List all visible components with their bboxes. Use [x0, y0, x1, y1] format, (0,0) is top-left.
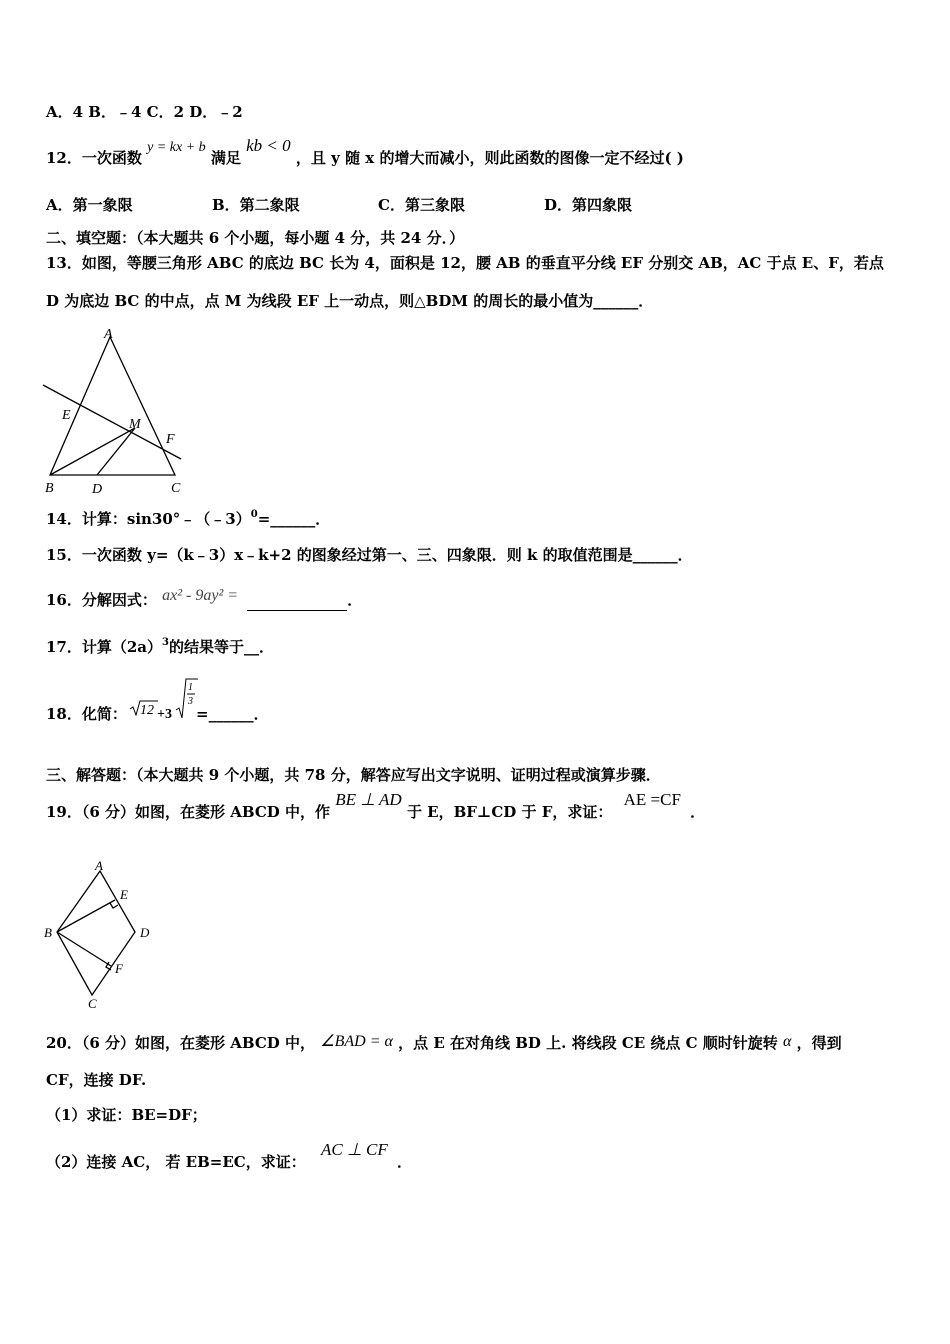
- label-e: E: [120, 887, 128, 902]
- q17-line: [46, 637, 274, 660]
- q19-math1: BE ⊥ AD: [335, 790, 402, 809]
- q20-tail: ，得到: [796, 1034, 842, 1052]
- q12-suffix: ，且 y 随 x 的增大而减小，则此函数的图像一定不经过( ): [295, 149, 684, 167]
- label-c: C: [171, 481, 181, 496]
- q16-expression: ax² - 9ay² =: [162, 587, 239, 604]
- label-m: M: [129, 417, 141, 432]
- q17-tail: 的结果等于__．: [169, 638, 275, 656]
- q16-blank: [247, 590, 347, 611]
- q16-tail: ．: [347, 591, 363, 609]
- q20-prefix: 20．（6 分）如图，在菱形 ABCD 中，: [46, 1034, 316, 1052]
- q11-options: A．4 B．﹣4 C．2 D．﹣2: [46, 103, 243, 121]
- segment-be: [57, 900, 115, 932]
- label-f: F: [115, 961, 123, 976]
- q12-option-b: B．第二象限: [212, 196, 300, 214]
- q20-part2: [46, 1140, 412, 1172]
- label-a: A: [95, 858, 103, 873]
- q16-prefix: 16．分解因式：: [46, 591, 157, 609]
- segment-bf: [57, 932, 111, 966]
- q19-mid: 于 E，BF⊥CD 于 F，求证：: [406, 803, 613, 821]
- q20-alpha: α: [783, 1033, 792, 1050]
- label-f: F: [166, 432, 175, 447]
- label-c: C: [88, 996, 97, 1010]
- q16-line: [46, 587, 363, 611]
- q12-prefix: 12．一次函数: [46, 149, 142, 167]
- q18-tail: =______．: [196, 705, 269, 723]
- q20-mid: ，点 E 在对角线 BD 上. 将线段 CE 绕点 C 顺时针旋转: [398, 1034, 778, 1052]
- q17-text: 17．计算（2a）: [46, 638, 163, 656]
- q15-line: 15．一次函数 y=（k﹣3）x﹣k+2 的图象经过第一、三、四象限．则 k 的取值范围是______．: [46, 546, 693, 564]
- q18-prefix: 18．化简：: [46, 705, 127, 723]
- q19-line: [46, 790, 706, 822]
- q19-prefix: 19．（6 分）如图，在菱形 ABCD 中，作: [46, 803, 331, 821]
- q20-part2-prefix: （2）连接 AC， 若 EB=EC，求证：: [46, 1153, 306, 1171]
- q20-line2: CF，连接 DF.: [46, 1071, 147, 1089]
- q14-sup: 0: [250, 509, 258, 520]
- frac-numerator: 1: [188, 682, 193, 693]
- root12-value: 12: [140, 703, 154, 718]
- q13-line2: D 为底边 BC 的中点，点 M 为线段 EF 上一动点，则△BDM 的周长的最小值为______．: [46, 292, 654, 310]
- q20-part1: （1）求证：BE=DF；: [46, 1106, 207, 1124]
- q20-part2-math: AC ⊥ CF: [320, 1140, 388, 1159]
- segment-bm: [50, 428, 135, 475]
- q12-line: [46, 136, 684, 170]
- q19-tail: ．: [690, 803, 706, 821]
- section3-heading: 三、解答题：（本大题共 9 个小题，共 78 分，解答应写出文字说明、证明过程或演算步骤．: [46, 766, 661, 784]
- radical-frac: [176, 679, 198, 718]
- label-b: B: [44, 925, 52, 940]
- q13-figure: [40, 325, 210, 500]
- q12-option-c: C．第三象限: [378, 196, 465, 214]
- q19-math2: AE =CF: [623, 790, 681, 809]
- q14-text: 14．计算：sin30°﹣（﹣3）: [46, 510, 251, 528]
- triangle-abc: [50, 337, 175, 475]
- q20-angle: ∠BAD = α: [320, 1033, 393, 1050]
- q20-part2-tail: ．: [396, 1153, 412, 1171]
- label-e: E: [62, 408, 71, 423]
- frac-denominator: 3: [188, 696, 193, 707]
- q17-sup: 3: [162, 637, 169, 648]
- right-angle-e: [110, 903, 118, 908]
- q12-condition: kb < 0: [246, 136, 291, 155]
- q14-line: [46, 509, 330, 532]
- q19-figure: [40, 855, 165, 1010]
- q14-tail: =______．: [257, 510, 331, 528]
- q12-option-d: D．第四象限: [544, 196, 633, 214]
- q12-satisfy: 满足: [210, 149, 241, 167]
- q12-function: y = kx + b: [147, 140, 206, 155]
- label-b: B: [45, 481, 54, 496]
- label-a: A: [104, 327, 113, 342]
- plus-three: +3: [157, 707, 172, 722]
- segment-dm: [97, 428, 135, 475]
- q13-line1: 13．如图，等腰三角形 ABC 的底边 BC 长为 4，面积是 12，腰 AB 的垂直平分线 EF 分别交 AB，AC 于点 E、F，若点: [46, 254, 884, 272]
- q18-radicals: [128, 676, 203, 724]
- section2-heading: 二、填空题：（本大题共 6 个小题，每小题 4 分，共 24 分．）: [46, 229, 465, 247]
- label-d: D: [92, 482, 103, 497]
- q12-options: [46, 195, 632, 215]
- q12-option-a: A．第一象限: [46, 196, 133, 214]
- q20-line1: [46, 1033, 842, 1054]
- label-d: D: [140, 925, 150, 940]
